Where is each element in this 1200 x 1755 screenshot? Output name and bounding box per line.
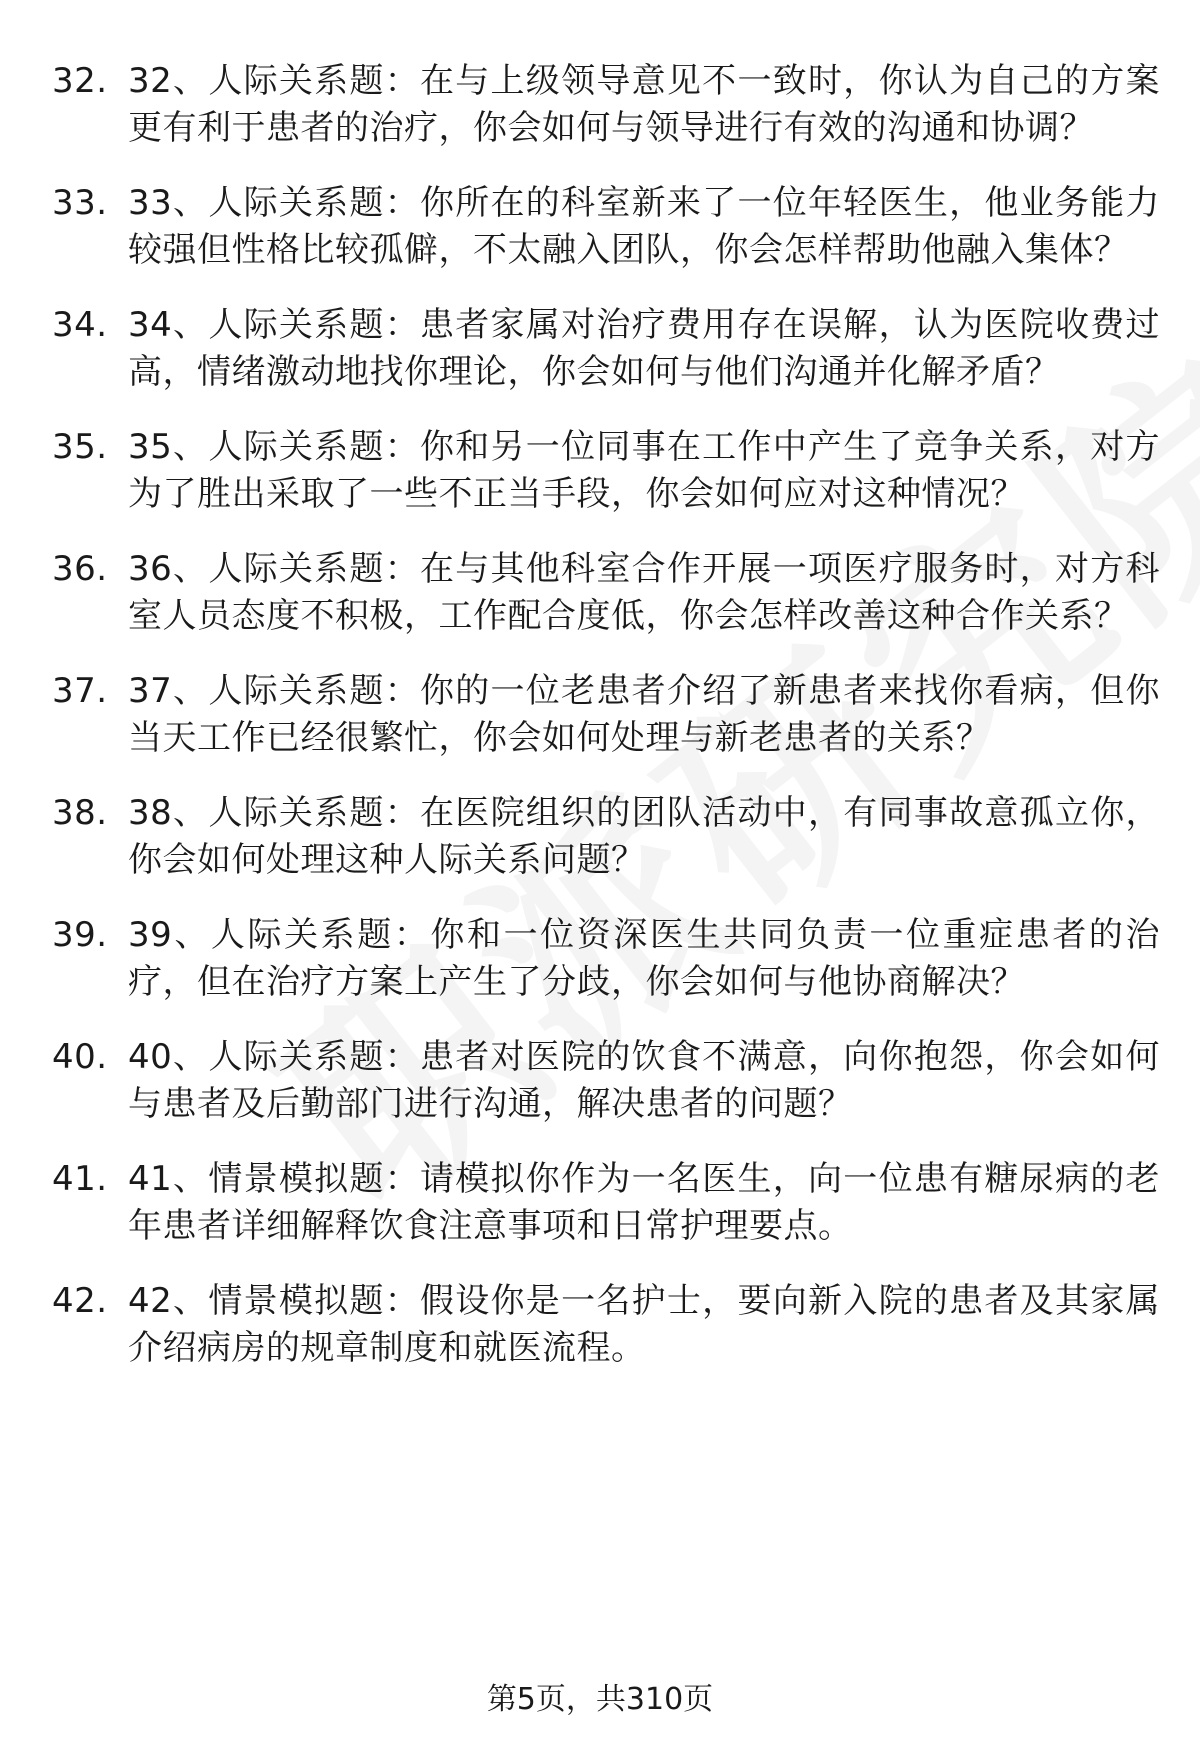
question-item xyxy=(0,58,1200,152)
question-item xyxy=(0,1278,1200,1372)
question-item xyxy=(0,1034,1200,1128)
question-text: 38、人际关系题：在医院组织的团队活动中，有同事故意孤立你，你会如何处理这种人际关系问题？ xyxy=(128,793,1160,880)
question-item xyxy=(0,1156,1200,1250)
question-item xyxy=(0,790,1200,884)
question-text: 36、人际关系题：在与其他科室合作开展一项医疗服务时，对方科室人员态度不积极，工作配合度低，你会怎样改善这种合作关系？ xyxy=(128,549,1160,636)
question-number: 39. xyxy=(52,915,108,955)
question-number: 36. xyxy=(52,549,108,589)
question-number: 32. xyxy=(52,61,108,101)
question-text: 42、情景模拟题：假设你是一名护士，要向新入院的患者及其家属介绍病房的规章制度和就医流程。 xyxy=(128,1281,1160,1368)
question-text: 39、人际关系题：你和一位资深医生共同负责一位重症患者的治疗，但在治疗方案上产生了分歧，你会如何与他协商解决？ xyxy=(128,915,1160,1002)
page-footer: 第5页，共310页 xyxy=(486,1682,714,1717)
question-number: 41. xyxy=(52,1159,108,1199)
question-number: 42. xyxy=(52,1281,108,1321)
question-number: 33. xyxy=(52,183,108,223)
question-text: 35、人际关系题：你和另一位同事在工作中产生了竞争关系，对方为了胜出采取了一些不正当手段，你会如何应对这种情况？ xyxy=(128,427,1160,514)
question-list xyxy=(0,58,1200,1400)
question-number: 34. xyxy=(52,305,108,345)
question-item xyxy=(0,180,1200,274)
question-item xyxy=(0,302,1200,396)
question-text: 33、人际关系题：你所在的科室新来了一位年轻医生，他业务能力较强但性格比较孤僻，不太融入团队，你会怎样帮助他融入集体？ xyxy=(128,183,1160,270)
question-text: 40、人际关系题：患者对医院的饮食不满意，向你抱怨，你会如何与患者及后勤部门进行沟通，解决患者的问题？ xyxy=(128,1037,1160,1124)
question-text: 41、情景模拟题：请模拟你作为一名医生，向一位患有糖尿病的老年患者详细解释饮食注意事项和日常护理要点。 xyxy=(128,1159,1160,1246)
question-number: 35. xyxy=(52,427,108,467)
question-text: 37、人际关系题：你的一位老患者介绍了新患者来找你看病，但你当天工作已经很繁忙，你会如何处理与新老患者的关系？ xyxy=(128,671,1160,758)
question-number: 40. xyxy=(52,1037,108,1077)
question-item xyxy=(0,668,1200,762)
question-number: 38. xyxy=(52,793,108,833)
question-text: 32、人际关系题：在与上级领导意见不一致时，你认为自己的方案更有利于患者的治疗，你会如何与领导进行有效的沟通和协调？ xyxy=(128,61,1160,148)
question-item xyxy=(0,912,1200,1006)
question-item xyxy=(0,424,1200,518)
question-number: 37. xyxy=(52,671,108,711)
question-item xyxy=(0,546,1200,640)
question-text: 34、人际关系题：患者家属对治疗费用存在误解，认为医院收费过高，情绪激动地找你理论，你会如何与他们沟通并化解矛盾？ xyxy=(128,305,1160,392)
